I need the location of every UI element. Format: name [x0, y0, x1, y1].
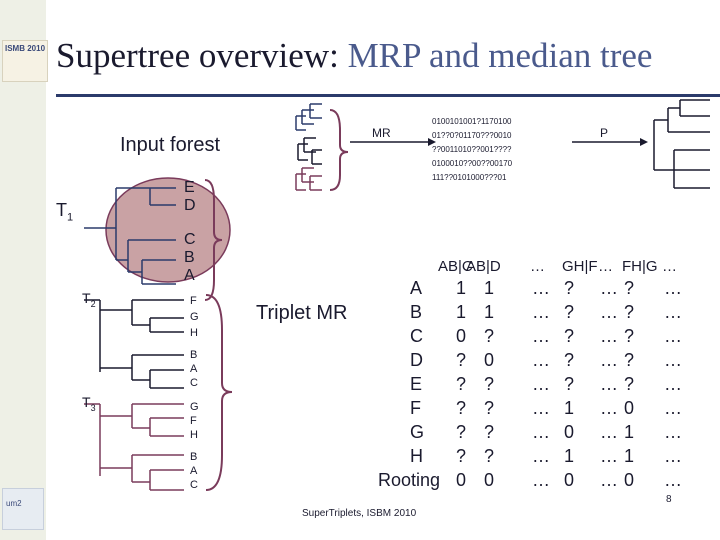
- triplet-header: …: [598, 258, 613, 275]
- triplet-cell: ?: [564, 374, 575, 394]
- triplet-cell: …: [664, 278, 682, 298]
- mini-tree-3: [296, 168, 322, 190]
- triplet-row-label: G: [410, 422, 425, 442]
- triplet-cell: ?: [484, 446, 495, 466]
- triplet-row-label: F: [410, 398, 421, 418]
- triplet-cell: 0: [456, 470, 467, 490]
- t3-leaf: H: [190, 429, 198, 441]
- t2-leaf: G: [190, 311, 199, 323]
- t1-leaf: A: [184, 267, 195, 284]
- triplet-header: FH|G: [622, 258, 658, 275]
- triplet-cell: …: [664, 470, 682, 490]
- triplet-cell: …: [600, 398, 618, 418]
- triplet-header: …: [662, 258, 677, 275]
- triplet-cell: ?: [564, 278, 575, 298]
- triplet-row-label: A: [410, 278, 423, 298]
- triplet-cell: 0: [456, 326, 467, 346]
- triplet-mr-label: Triplet MR: [256, 302, 348, 324]
- triplet-cell: …: [664, 374, 682, 394]
- t2-leaf: C: [190, 377, 198, 389]
- triplet-cell: ?: [484, 422, 495, 442]
- triplet-header: …: [530, 258, 545, 275]
- mr-matrix-row: 0100101001?1170100: [432, 117, 512, 126]
- triplet-cell: …: [664, 302, 682, 322]
- t2-leaf: A: [190, 363, 198, 375]
- triplet-cell: …: [532, 350, 550, 370]
- mr-label: MR: [372, 126, 391, 140]
- triplet-cell: ?: [564, 302, 575, 322]
- triplet-cell: …: [532, 278, 550, 298]
- triplet-row-label: D: [410, 350, 423, 370]
- triplet-cell: 0: [484, 350, 495, 370]
- mr-matrix-row: ??0011010??001????: [432, 145, 512, 154]
- triplet-cell: 1: [456, 278, 467, 298]
- triplet-cell: …: [664, 350, 682, 370]
- triplet-cell: …: [664, 446, 682, 466]
- input-forest-label: Input forest: [120, 134, 221, 156]
- triplet-cell: …: [532, 398, 550, 418]
- triplet-cell: ?: [456, 446, 467, 466]
- t1-leaf: C: [184, 231, 196, 248]
- triplet-cell: …: [600, 350, 618, 370]
- triplet-cell: …: [600, 446, 618, 466]
- triplet-cell: 1: [484, 278, 495, 298]
- mini-tree-1: [296, 104, 322, 130]
- arrow-p-head: [640, 138, 648, 146]
- triplet-cell: 1: [624, 422, 635, 442]
- title-accent: MRP and median tree: [347, 36, 653, 75]
- triplet-cell: 0: [624, 398, 635, 418]
- triplet-cell: 0: [564, 470, 575, 490]
- footer-text: SuperTriplets, ISBM 2010: [302, 508, 417, 519]
- t2-leaf: F: [190, 295, 197, 307]
- triplet-row-label: H: [410, 446, 423, 466]
- mr-matrix-row: 0100010??00??00170: [432, 159, 513, 168]
- brace-mini: [330, 110, 348, 190]
- title-main: Supertree overview:: [56, 36, 348, 75]
- triplet-cell: ?: [624, 278, 635, 298]
- triplet-cell: ?: [484, 326, 495, 346]
- triplet-cell: …: [532, 302, 550, 322]
- triplet-cell: 1: [564, 398, 575, 418]
- page-number: 8: [666, 494, 672, 505]
- triplet-cell: …: [664, 422, 682, 442]
- triplet-cell: 0: [564, 422, 575, 442]
- triplet-cell: 1: [624, 446, 635, 466]
- triplet-cell: …: [600, 470, 618, 490]
- triplet-cell: …: [600, 422, 618, 442]
- triplet-cell: ?: [456, 398, 467, 418]
- triplet-cell: ?: [624, 326, 635, 346]
- triplet-row-label: E: [410, 374, 423, 394]
- triplet-cell: …: [600, 302, 618, 322]
- triplet-cell: 1: [564, 446, 575, 466]
- tree-t2-edges: [84, 300, 184, 388]
- triplet-row-label: Rooting: [378, 470, 441, 490]
- t3-leaf: C: [190, 479, 198, 491]
- triplet-cell: ?: [624, 374, 635, 394]
- tree-t3-edges: [84, 404, 184, 490]
- t1-leaf: B: [184, 249, 195, 266]
- triplet-cell: 1: [456, 302, 467, 322]
- result-tree: [654, 100, 710, 188]
- triplet-cell: …: [532, 446, 550, 466]
- triplet-cell: ?: [564, 350, 575, 370]
- triplet-cell: ?: [456, 350, 467, 370]
- t1-leaf: D: [184, 197, 196, 214]
- triplet-cell: …: [532, 326, 550, 346]
- brace-forest: [206, 295, 232, 490]
- t3-leaf: G: [190, 401, 199, 413]
- triplet-row-label: C: [410, 326, 423, 346]
- triplet-cell: ?: [624, 302, 635, 322]
- mr-matrix-row: 111??0101000???01: [432, 173, 507, 182]
- t3-leaf: F: [190, 415, 197, 427]
- um2-logo: um2: [2, 488, 44, 530]
- triplet-row-label: B: [410, 302, 423, 322]
- triplet-cell: …: [600, 374, 618, 394]
- p-label: P: [600, 126, 609, 140]
- mini-tree-2: [298, 138, 322, 164]
- ismb-logo: ISMB 2010: [2, 40, 48, 82]
- triplet-cell: 0: [484, 470, 495, 490]
- triplet-cell: 0: [624, 470, 635, 490]
- triplet-cell: …: [532, 422, 550, 442]
- t3-leaf: B: [190, 451, 198, 463]
- triplet-cell: ?: [484, 398, 495, 418]
- triplet-cell: …: [532, 470, 550, 490]
- highlight-ellipse: [106, 178, 230, 282]
- triplet-header: AB|C: [438, 258, 473, 275]
- triplet-cell: …: [532, 374, 550, 394]
- t3-leaf: A: [190, 465, 198, 477]
- triplet-cell: …: [600, 278, 618, 298]
- triplet-cell: ?: [624, 350, 635, 370]
- mr-matrix-row: 01??0?01170???0010: [432, 131, 512, 140]
- triplet-cell: 1: [484, 302, 495, 322]
- triplet-cell: ?: [564, 326, 575, 346]
- triplet-header: AB|D: [466, 258, 501, 275]
- tree-t2-name: $T_2$: [82, 290, 96, 309]
- t2-leaf: H: [190, 327, 198, 339]
- triplet-cell: ?: [456, 374, 467, 394]
- triplet-cell: ?: [456, 422, 467, 442]
- triplet-cell: …: [664, 326, 682, 346]
- triplet-cell: ?: [484, 374, 495, 394]
- t2-leaf: B: [190, 349, 198, 361]
- triplet-header: GH|F: [562, 258, 598, 275]
- tree-t3-name: $T_3$: [82, 394, 96, 413]
- t1-leaf: E: [184, 179, 195, 196]
- triplet-cell: …: [600, 326, 618, 346]
- tree-t1-name: $T_1$: [56, 200, 74, 224]
- triplet-cell: …: [664, 398, 682, 418]
